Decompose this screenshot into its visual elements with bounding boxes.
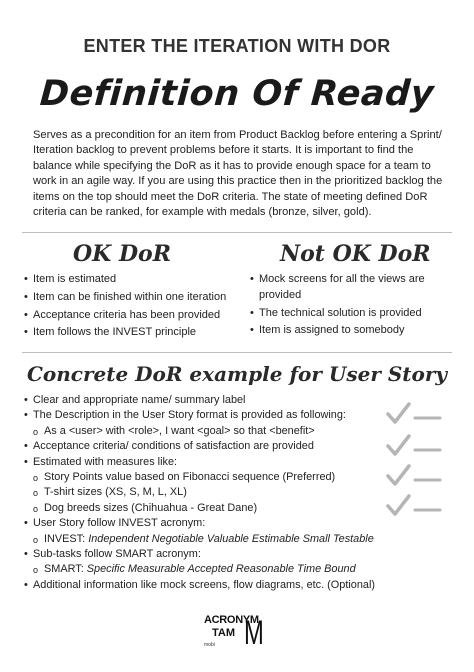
checkmark-icon — [385, 492, 445, 522]
list-item: • Sub-tasks follow SMART acronym: — [24, 547, 384, 562]
list-item: • Estimated with measures like: — [24, 455, 384, 470]
list-item: • Acceptance criteria/ conditions of satisfaction are provided — [24, 439, 384, 454]
smart-prefix: SMART: — [44, 563, 87, 576]
sub-list-item: o Story Points value based on Fibonacci sequence (Preferred) — [24, 470, 384, 485]
not-ok-dor-heading: Not OK DoR — [280, 241, 431, 267]
list-item: • Mock screens for all the views are provided — [250, 272, 455, 304]
logo-line2: TAM — [212, 627, 236, 639]
invest-prefix: INVEST: — [44, 532, 89, 545]
checkmark-icon — [385, 400, 445, 430]
supertitle: ENTER THE ITERATION WITH DOR — [83, 36, 391, 56]
example-list — [24, 393, 384, 593]
divider — [22, 232, 452, 233]
ok-dor-heading: OK DoR — [73, 241, 171, 267]
not-ok-dor-list — [250, 272, 455, 341]
list-item: • Item is assigned to somebody — [250, 323, 455, 339]
list-item: • Acceptance criteria has been provided — [24, 308, 234, 324]
list-item: • The technical solution is provided — [250, 306, 455, 322]
sub-list-item: o As a <user> with <role>, I want <goal> so that <benefit> — [24, 424, 384, 439]
invest-acronym: Independent Negotiable Valuable Estimable Small Testable — [88, 532, 374, 545]
sub-list-item — [24, 562, 384, 577]
list-item: • Item is estimated — [24, 272, 234, 288]
list-item: • Additional information like mock screens, flow diagrams, etc. (Optional) — [24, 578, 384, 593]
sub-list-item: o T-shirt sizes (XS, S, M, L, XL) — [24, 485, 384, 500]
ok-dor-list — [24, 272, 234, 343]
intro-paragraph: Serves as a precondition for an item from Product Backlog before entering a Sprint/ Iteration backlog to prevent problems before it starts. It is important to find the balance while specifying the DoR as it has to provide enough space for a team to work in an agile way. If you are using this practice then in the prioritized backlog the items on the top should meet the DoR criteria. The state of meeting defined DoR criteria can be ranked, for example with medals (bronze, silver, gold). — [33, 129, 443, 219]
logo-big-letter: M — [244, 614, 264, 652]
sub-list-item — [24, 532, 384, 547]
checkmark-icon — [385, 462, 445, 492]
example-heading: Concrete DoR example for User Story — [26, 362, 448, 386]
list-item: • The Description in the User Story format is provided as following: — [24, 408, 384, 423]
logo-line1: ACRONYM — [204, 614, 259, 626]
list-item: • User Story follow INVEST acronym: — [24, 516, 384, 531]
acronymtam-logo — [204, 614, 268, 654]
page-title: Definition Of Ready — [38, 74, 436, 114]
sub-list-item: o Dog breeds sizes (Chihuahua - Great Dane) — [24, 501, 384, 516]
list-item: • Clear and appropriate name/ summary label — [24, 393, 384, 408]
list-item: • Item can be finished within one iteration — [24, 290, 234, 306]
checkmark-icon — [385, 432, 445, 462]
divider — [22, 352, 452, 353]
logo-small-text: mobi — [204, 642, 215, 648]
smart-acronym: Specific Measurable Accepted Reasonable Time Bound — [86, 563, 356, 576]
list-item: • Item follows the INVEST principle — [24, 325, 234, 341]
